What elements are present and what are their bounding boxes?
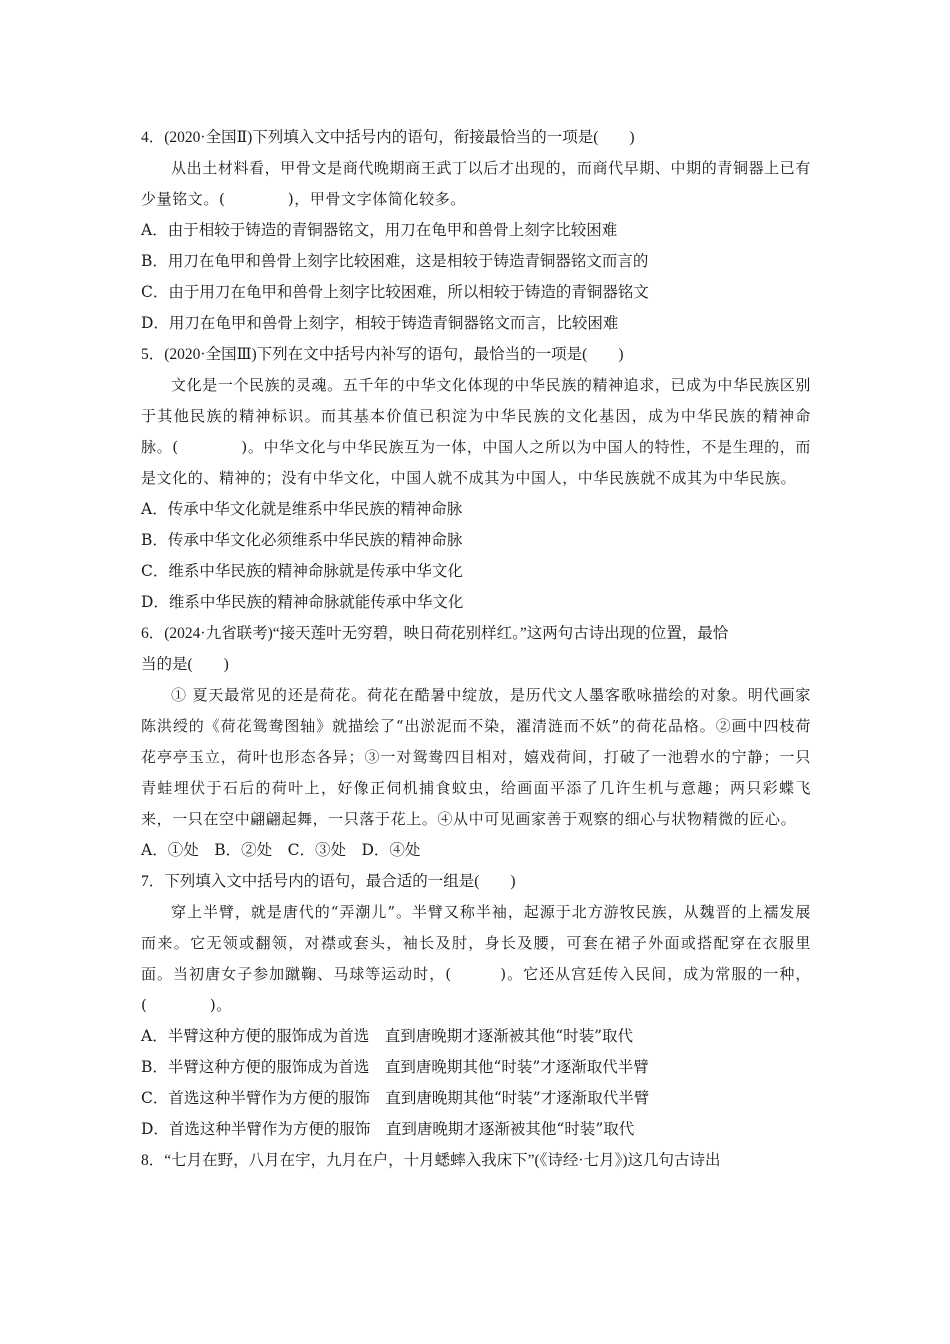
question-5-option-a: A．传承中华文化就是维系中华民族的精神命脉 [141,500,463,518]
question-4-option-b: B．用刀在龟甲和兽骨上刻字比较困难，这是相较于铸造青铜器铭文而言的 [141,252,649,270]
question-5-option-b: B．传承中华文化必须维系中华民族的精神命脉 [141,531,463,549]
question-8-stem: 8．“七月在野，八月在宇，九月在户，十月蟋蟀入我床下”(《诗经·七月》)这几句古诗出 [141,1152,721,1169]
question-7-option-d: D．首选这种半臂作为方便的服饰 直到唐晚期才逐渐被其他“时装”取代 [141,1120,635,1138]
question-5-option-c: C．维系中华民族的精神命脉就是传承中华文化 [141,562,463,580]
question-5-option-d: D．维系中华民族的精神命脉就能传承中华文化 [141,593,464,611]
question-5-stem: 5．(2020·全国Ⅲ)下列在文中括号内补写的语句，最恰当的一项是( ) [141,346,624,363]
question-4-option-a: A．由于相较于铸造的青铜器铭文，用刀在龟甲和兽骨上刻字比较困难 [141,221,618,239]
question-7-stem: 7．下列填入文中括号内的语句，最合适的一组是( ) [141,873,516,890]
question-4-option-d: D．用刀在龟甲和兽骨上刻字，相较于铸造青铜器铭文而言，比较困难 [141,314,619,332]
question-4-option-c: C．由于用刀在龟甲和兽骨上刻字比较困难，所以相较于铸造的青铜器铭文 [141,283,649,301]
question-7-option-c: C．首选这种半臂作为方便的服饰 直到唐晚期其他“时装”才逐渐取代半臂 [141,1089,650,1107]
question-6-stem-line-2: 当的是( ) [141,656,229,673]
question-6-passage: ① 夏天最常见的还是荷花。荷花在酷暑中绽放，是历代文人墨客歌咏描绘的对象。明代画家陈洪绶的《荷花鸳鸯图轴》就描绘了“出淤泥而不染，濯清涟而不妖”的荷花品格。②画中四枝荷花亭亭玉立，荷叶也形态各异；③一对鸳鸯四目相对，嬉戏荷间，打破了一池碧水的宁静；一只青蛙埋伏于石后的荷叶上，好像正伺机捕食蚊虫，给画面平添了几许生机与意趣；两只彩蝶飞来，一只在空中翩翩起舞，一只落于花上。④从中可见画家善于观察的细心与状物精微的匠心。 [141,686,811,828]
question-6-options: A．①处 B．②处 C．③处 D．④处 [141,841,421,859]
question-7-passage: 穿上半臂，就是唐代的“弄潮儿”。半臂又称半袖，起源于北方游牧民族，从魏晋的上襦发展而来。它无领或翻领，对襟或套头，袖长及肘，身长及腰，可套在裙子外面或搭配穿在衣服里面。当初唐女子参加蹴鞠、马球等运动时，( )。它还从宫廷传入民间，成为常服的一种，( )。 [141,903,811,1014]
exam-page [141,122,811,1176]
question-7-option-a: A．半臂这种方便的服饰成为首选 直到唐晚期才逐渐被其他“时装”取代 [141,1027,634,1045]
question-4-stem: 4．(2020·全国Ⅱ)下列填入文中括号内的语句，衔接最恰当的一项是( ) [141,129,635,146]
question-4-passage: 从出土材料看，甲骨文是商代晚期商王武丁以后才出现的，而商代早期、中期的青铜器上已有少量铭文。( )，甲骨文字体简化较多。 [141,159,811,208]
question-5-passage: 文化是一个民族的灵魂。五千年的中华文化体现的中华民族的精神追求，已成为中华民族区别于其他民族的精神标识。而其基本价值已积淀为中华民族的文化基因，成为中华民族的精神命脉。( )。中华文化与中华民族互为一体，中国人之所以为中国人的特性，不是生理的，而是文化的、精神的；没有中华文化，中国人就不成其为中国人，中华民族就不成其为中华民族。 [141,376,811,487]
question-7-option-b: B．半臂这种方便的服饰成为首选 直到唐晚期其他“时装”才逐渐取代半臂 [141,1058,649,1076]
question-6-stem-line-1: 6．(2024·九省联考)“接天莲叶无穷碧，映日荷花别样红。”这两句古诗出现的位置，最恰 [141,625,729,642]
